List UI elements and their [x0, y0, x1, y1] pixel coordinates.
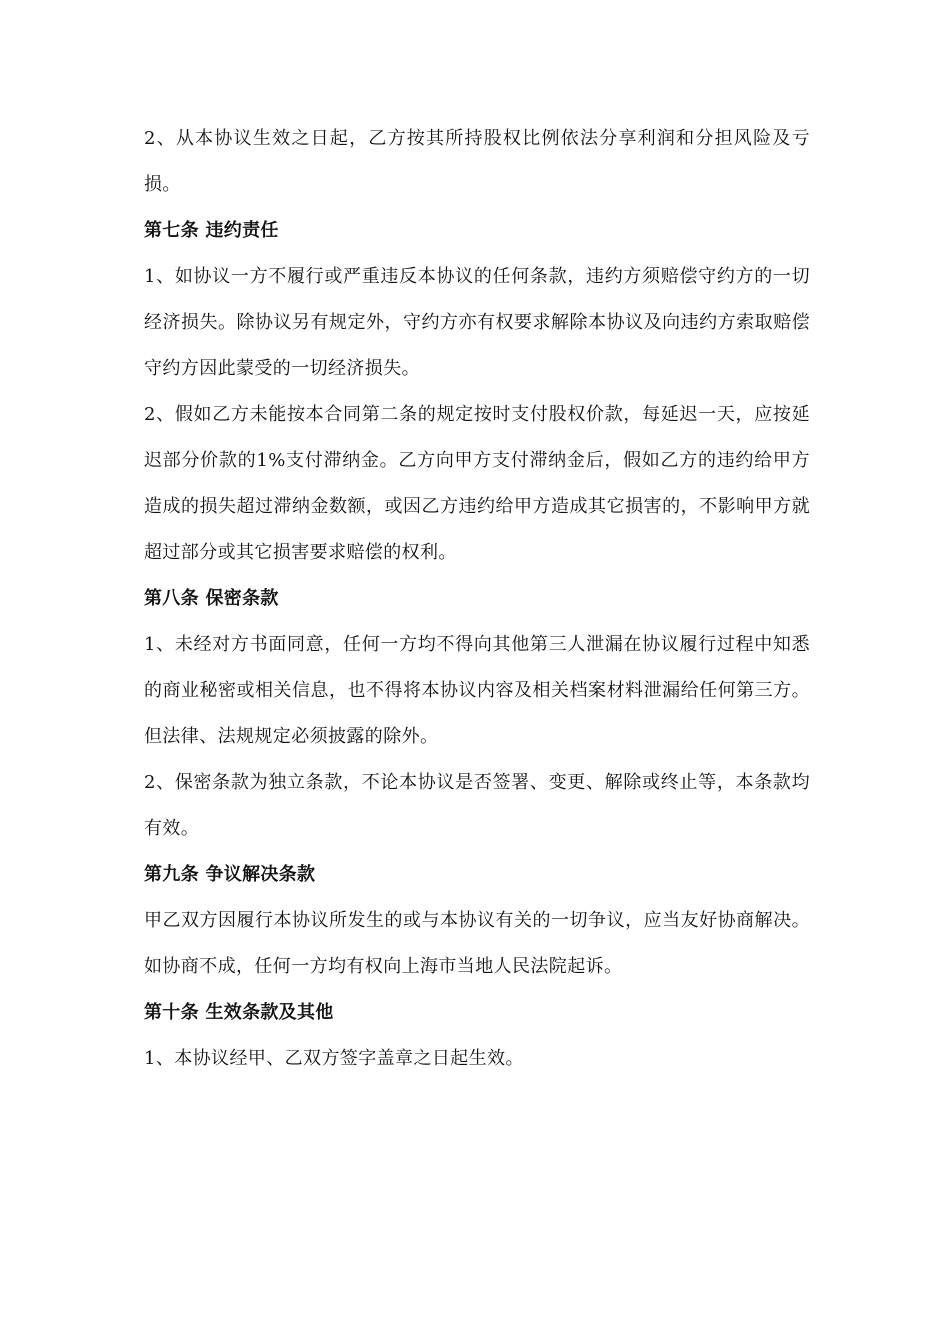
paragraph-late-payment: 2、假如乙方未能按本合同第二条的规定按时支付股权价款，每延迟一天，应按延迟部分价款的1%支付滞纳金。乙方向甲方支付滞纳金后，假如乙方的违约给甲方造成的损失超过滞纳金数额，或因乙方违约给甲方造成其它损害的，不影响甲方就超过部分或其它损害要求赔偿的权利。: [144, 404, 810, 563]
heading-article-8: 第八条 保密条款: [144, 588, 279, 609]
paragraph-confidentiality-2: 2、保密条款为独立条款，不论本协议是否签署、变更、解除或终止等，本条款均有效。: [144, 772, 810, 839]
heading-article-7: 第七条 违约责任: [144, 220, 279, 241]
paragraph-effectiveness: 1、本协议经甲、乙双方签字盖章之日起生效。: [144, 1048, 524, 1069]
paragraph-breach-compensation: 1、如协议一方不履行或严重违反本协议的任何条款，违约方须赔偿守约方的一切经济损失。除协议另有规定外，守约方亦有权要求解除本协议及向违约方索取赔偿守约方因此蒙受的一切经济损失。: [144, 266, 810, 379]
heading-article-9: 第九条 争议解决条款: [144, 864, 316, 885]
paragraph-profit-sharing: 2、从本协议生效之日起，乙方按其所持股权比例依法分享利润和分担风险及亏损。: [144, 128, 810, 195]
document-body: [144, 116, 810, 1082]
paragraph-confidentiality-1: 1、未经对方书面同意，任何一方均不得向其他第三人泄漏在协议履行过程中知悉的商业秘密或相关信息，也不得将本协议内容及相关档案材料泄漏给任何第三方。但法律、法规规定必须披露的除外。: [144, 634, 810, 747]
paragraph-dispute-resolution: 甲乙双方因履行本协议所发生的或与本协议有关的一切争议，应当友好协商解决。如协商不成，任何一方均有权向上海市当地人民法院起诉。: [144, 910, 810, 977]
heading-article-10: 第十条 生效条款及其他: [144, 1002, 334, 1023]
